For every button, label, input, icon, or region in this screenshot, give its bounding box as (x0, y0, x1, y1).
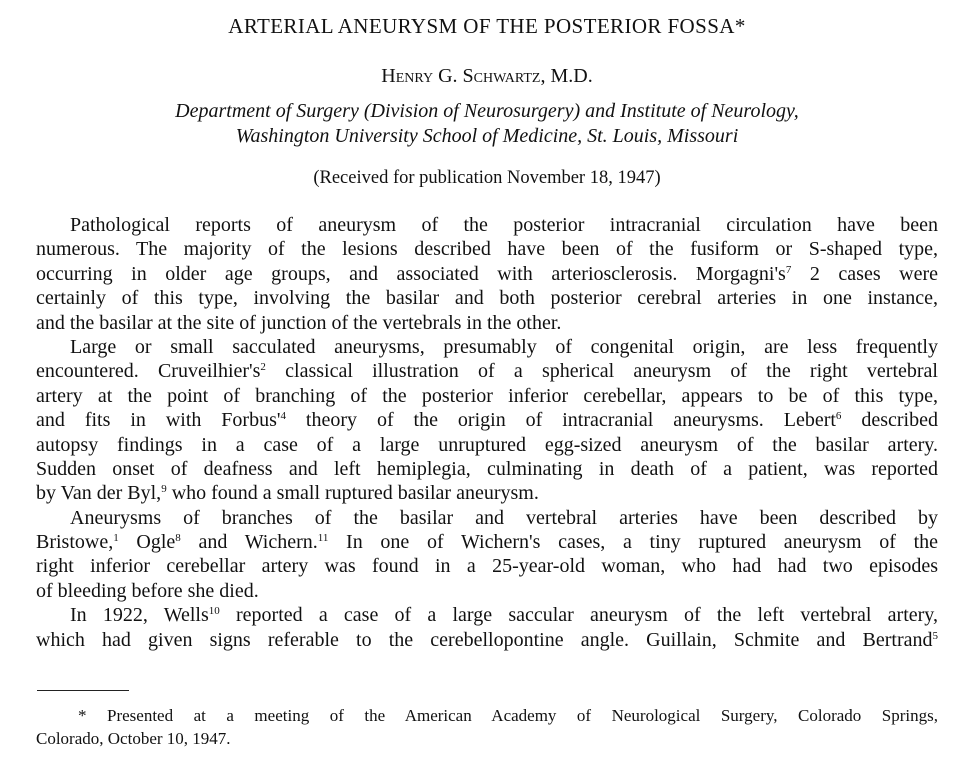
footnote-line-1: * Presented at a meeting of the American Academy of Neurological Surgery, Colorado Springs, (78, 706, 938, 725)
body-line: Bristowe,$^1$ Ogle$^8$ and Wichern.$^{11}$ In one of Wichern's cases, a tiny ruptured aneurysm of the (36, 531, 939, 554)
footnote (36, 704, 938, 750)
body-line: Sudden onset of deafness and left hemiplegia, culminating in death of a patient, was reported (36, 457, 938, 480)
reference-marker: 8 (175, 532, 181, 545)
body-line: certainly of this type, involving the basilar and both posterior cerebral arteries in one instance, (36, 287, 938, 310)
body-line: of bleeding before she died. (36, 579, 259, 602)
body-line: In 1922, Wells$^{10}$ reported a case of a large saccular aneurysm of the left vertebral artery, (70, 604, 938, 627)
reference-marker: 1 (113, 532, 119, 545)
body-line: Large or small sacculated aneurysms, presumably of congenital origin, are less frequently (70, 335, 938, 358)
received-date: (Received for publication November 18, 1947) (313, 168, 661, 188)
reference-marker: 2 (260, 361, 266, 374)
body-line: numerous. The majority of the lesions described have been of the fusiform or S-shaped type, (36, 238, 938, 261)
reference-marker: 6 (835, 410, 842, 423)
reference-marker: 4 (280, 410, 286, 423)
footnote-line-2: Colorado, October 10, 1947. (36, 729, 231, 748)
body-line: by Van der Byl,$^9$ who found a small ruptured basilar aneurysm. (36, 482, 539, 505)
body-line: occurring in older age groups, and associated with arteriosclerosis. $Morgagni's^7$ 2 cases were (36, 262, 938, 285)
reference-marker: 9 (161, 483, 167, 496)
affiliation-line-2: Washington University School of Medicine, St. Louis, Missouri (235, 125, 739, 147)
body-line: which had given signs referable to the cerebellopontine angle. Guillain, Schmite and Bertrand$^5$ (36, 628, 938, 651)
body-line: artery at the point of branching of the posterior inferior cerebellar, appears to be of this type, (36, 384, 938, 407)
reference-marker: 5 (932, 629, 938, 642)
reference-marker: 11 (317, 532, 329, 545)
body-line: right inferior cerebellar artery was found in a 25-year-old woman, who had had two episodes (36, 555, 938, 578)
reference-marker: 10 (208, 605, 220, 618)
body-line: Pathological reports of aneurysm of the posterior intracranial circulation have been (70, 214, 938, 236)
article-title: ARTERIAL ANEURYSM OF THE POSTERIOR FOSSA* (228, 14, 746, 38)
footnote-divider (37, 690, 129, 691)
article-body (36, 213, 938, 652)
body-line: and fits in with $Forbus'^4$ theory of the origin of intracranial aneurysms. Lebert$^6$ described (36, 409, 938, 432)
author-name: Henry G. Schwartz, M.D. (381, 65, 593, 87)
body-line: Aneurysms of branches of the basilar and vertebral arteries have been described by (70, 506, 938, 529)
body-line: encountered. $Cruveilhier's^2$ classical illustration of a spherical aneurysm of the right vertebral (36, 360, 938, 383)
body-line: and the basilar at the site of junction of the vertebrals in the other. (36, 311, 562, 334)
reference-marker: 7 (785, 263, 792, 276)
body-line: autopsy findings in a case of a large unruptured egg-sized aneurysm of the basilar artery. (36, 433, 938, 456)
affiliation-line-1: Department of Surgery (Division of Neurosurgery) and Institute of Neurology, (175, 100, 799, 122)
